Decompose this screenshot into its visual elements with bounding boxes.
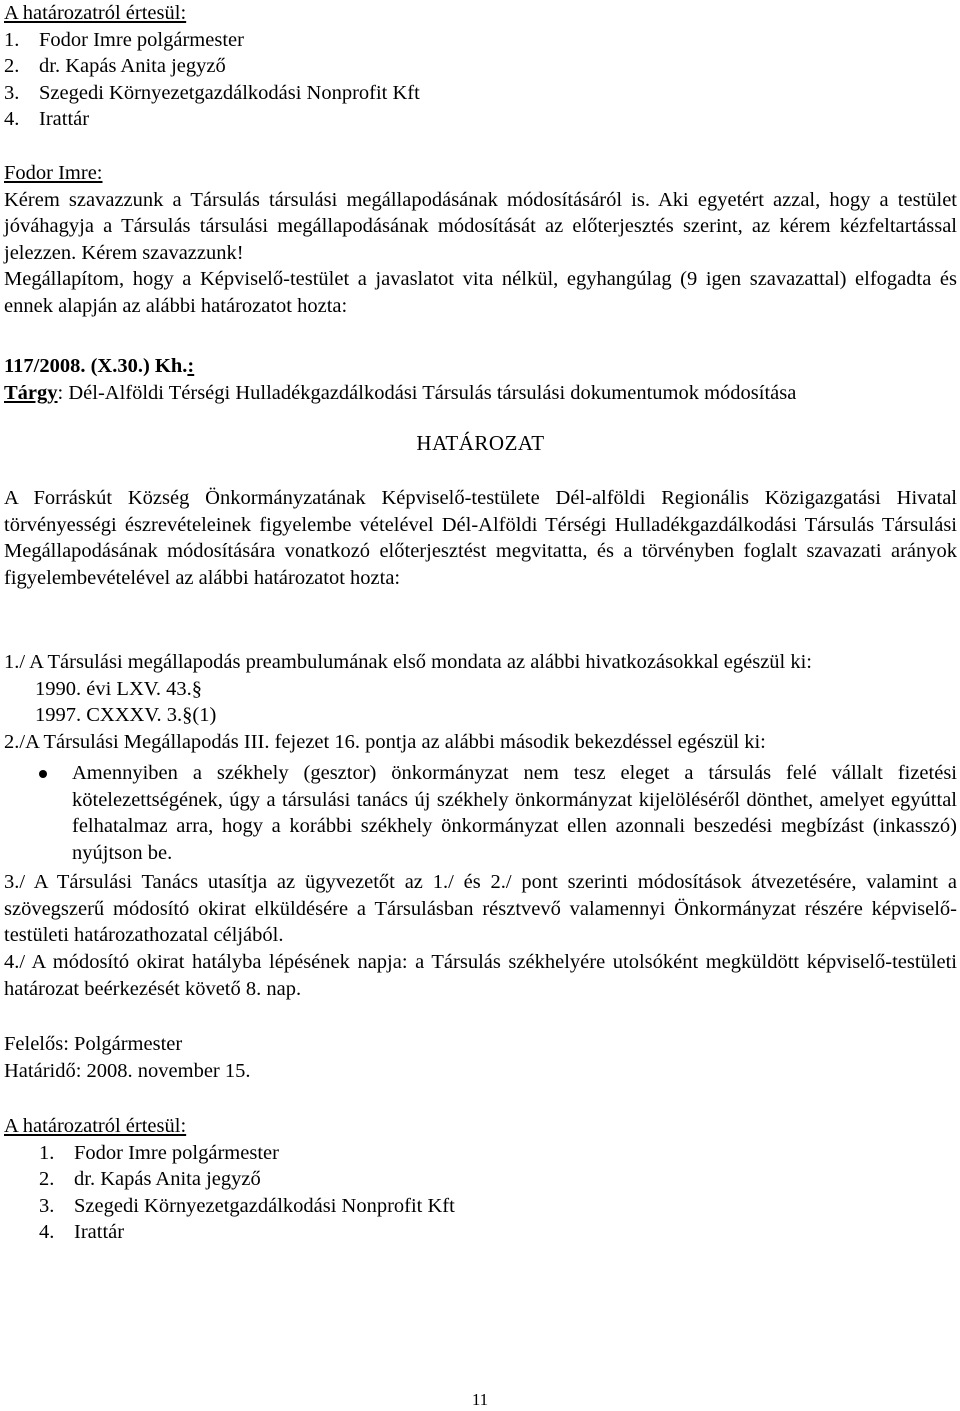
resolution-point-3: 3./ A Társulási Tanács utasítja az ügyvezetőt az 1./ és 2./ pont szerinti módosítások átvezetésére, valamint a szövegszerű módosító okirat elküldésére a Társulásban résztvevő valamennyi Önkormányzat részére képviselő-testületi határozathozatal céljából. — [4, 871, 957, 947]
resolution-header — [4, 353, 957, 406]
resolution-point-1: 1./ A Társulási megállapodás preambulumának első mondata az alábbi hivatkozásokkal egészül ki: 1990. évi LXV. 43.§ 1997. CXXXV. 3.§(1) 2./A Társulási Megállapodás III. fejezet 16. pontja az alábbi második bekezdéssel egészül ki: — [4, 649, 957, 755]
responsible: Felelős: Polgármester — [4, 1033, 183, 1055]
resolution-number: 117/2008. (X.30.) Kh.: — [4, 355, 195, 377]
resolution-intro: A Forráskút Község Önkormányzatának Képviselő-testülete Dél-alföldi Regionális Közigazgatási Hivatal törvényességi észrevételeinek figyelembe vételével Dél-Alföldi Térségi Hulladékgazdálkodási Társulás Társulási Megállapodásának módosítására vonatkozó előterjesztést megvitatta, és a törvényben foglalt szavazati arányok figyelembevételével az alábbi határozatot hozta: — [4, 487, 957, 589]
reference-1: 1990. évi LXV. 43.§ — [35, 677, 203, 700]
resolution-subject: Tárgy: Dél-Alföldi Térségi Hulladékgazdálkodási Társulás társulási dokumentumok módosítása — [4, 381, 797, 404]
deadline: Határidő: 2008. november 15. — [4, 1059, 251, 1082]
top-recipient-item: 3. Szegedi Környezetgazdálkodási Nonprofit Kft — [4, 81, 420, 104]
top-recipient-item: 2. dr. Kapás Anita jegyző — [4, 55, 226, 78]
resolution-point-2: 2./A Társulási Megállapodás III. fejezet 16. pontja az alábbi második bekezdéssel egészül ki: — [4, 730, 766, 753]
bottom-recipient-item: 3. Szegedi Környezetgazdálkodási Nonprofit Kft — [39, 1194, 455, 1217]
bottom-recipients-heading: A határozatról értesül: — [4, 1115, 187, 1137]
speaker-block — [4, 160, 957, 320]
responsibility-block — [4, 1031, 957, 1084]
bottom-recipients — [4, 1113, 957, 1246]
top-recipients-heading: A határozatról értesül: — [4, 2, 187, 24]
bottom-recipient-item: 2. dr. Kapás Anita jegyző — [39, 1168, 261, 1191]
bullet-icon — [39, 770, 47, 778]
resolution-point-4: 4./ A módosító okirat hatályba lépésének napja: a Társulás székhelyére utolsóként megküldött képviselő-testületi határozat beérkezését követő 8. nap. — [4, 951, 957, 1000]
bottom-recipient-item: 1. Fodor Imre polgármester — [39, 1141, 279, 1164]
resolution-heading: HATÁROZAT — [416, 431, 545, 455]
speaker-paragraph-result: Megállapítom, hogy a Képviselő-testület a javaslatot vita nélkül, egyhangúlag (9 igen szavazattal) elfogadta és ennek alapján az alábbi határozatot hozta: — [4, 268, 957, 317]
speaker-paragraph-vote: Kérem szavazzunk a Társulás társulási megállapodásának módosításáról is. Aki egyetért azzal, hogy a testület jóváhagyja a Társulás társulási megállapodásának módosítását az előterjesztés szerint, az kérem kézfeltartással jelezzen. Kérem szavazzunk! — [4, 188, 957, 264]
reference-2: 1997. CXXXV. 3.§(1) — [35, 704, 217, 727]
speaker-name: Fodor Imre: — [4, 162, 103, 184]
bottom-recipient-item: 4. Irattár — [39, 1221, 125, 1244]
top-recipient-item: 4. Irattár — [4, 108, 90, 131]
page-number: 11 — [471, 1390, 489, 1409]
top-recipient-item: 1. Fodor Imre polgármester — [4, 28, 244, 51]
top-recipients — [4, 0, 420, 133]
bullet-item: Amennyiben a székhely (gesztor) önkormányzat nem tesz eleget a társulás felé vállalt fizetési kötelezettségének, úgy a társulási tanács új székhely önkormányzat kijelöléséről dönthet, amelyet egyúttal felhatalmaz arra, hogy a korábbi székhely önkormányzat ellen azonnali beszedési megbízást (inkasszó) nyújtson be. — [4, 760, 957, 866]
